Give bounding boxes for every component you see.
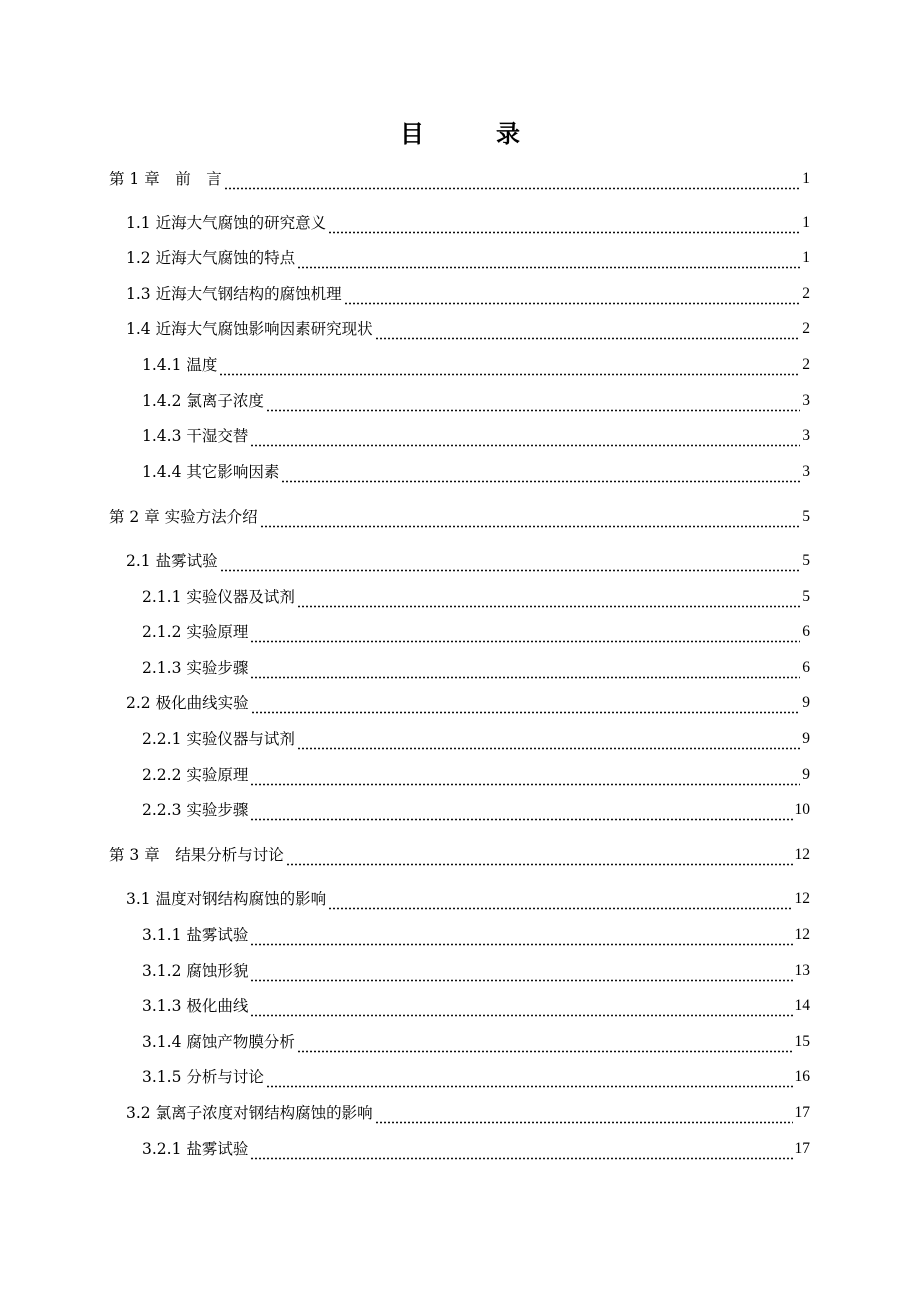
toc-entry-page: 17 <box>794 1104 810 1121</box>
toc-entry-page: 17 <box>794 1140 810 1157</box>
toc-entry-chapter-1[interactable] <box>109 166 810 190</box>
toc-entry-page: 1 <box>802 249 810 266</box>
toc-entry-page: 5 <box>802 588 810 605</box>
dot-leader <box>250 804 792 821</box>
dot-leader <box>375 1107 793 1124</box>
toc-entry-1-4-1[interactable] <box>142 352 810 376</box>
toc-entry-label: 1.2 近海大气腐蚀的特点 <box>126 249 296 267</box>
toc-entry-page: 1 <box>802 170 810 187</box>
toc-entry-label: 2.2.2 实验原理 <box>142 766 249 784</box>
toc-entry-label: 1.4.2 氯离子浓度 <box>142 392 264 410</box>
toc-entry-page: 2 <box>802 320 810 337</box>
dot-leader <box>250 1000 792 1017</box>
toc-entry-page: 9 <box>802 694 810 711</box>
toc-entry-page: 10 <box>794 801 810 818</box>
dot-leader <box>250 769 800 786</box>
toc-entry-label: 1.3 近海大气钢结构的腐蚀机理 <box>126 285 342 303</box>
toc-entry-3-1-4[interactable] <box>142 1029 810 1053</box>
toc-entry-1-4-4[interactable] <box>142 459 810 483</box>
toc-entry-2-1-1[interactable] <box>142 584 810 608</box>
toc-entry-label: 1.1 近海大气腐蚀的研究意义 <box>126 214 327 232</box>
page-title: 目 录 <box>400 120 544 148</box>
toc-entry-page: 5 <box>802 552 810 569</box>
toc-entry-page: 3 <box>802 463 810 480</box>
toc-entry-label: 第 1 章 前 言 <box>109 170 222 188</box>
toc-entry-2-2-3[interactable] <box>142 797 810 821</box>
toc-entry-page: 9 <box>802 766 810 783</box>
toc-entry-3-2[interactable] <box>126 1100 810 1124</box>
dot-leader <box>328 217 800 234</box>
toc-entry-label: 2.2.3 实验步骤 <box>142 801 249 819</box>
toc-entry-page: 1 <box>802 214 810 231</box>
toc-entry-2-1-2[interactable] <box>142 619 810 643</box>
dot-leader <box>250 662 800 679</box>
dot-leader <box>375 323 801 340</box>
toc-entry-page: 9 <box>802 730 810 747</box>
toc-entry-label: 2.1.3 实验步骤 <box>142 659 249 677</box>
toc-entry-page: 16 <box>794 1068 810 1085</box>
toc-entry-2-2-1[interactable] <box>142 726 810 750</box>
toc-entry-label: 1.4.3 干湿交替 <box>142 427 249 445</box>
toc-entry-label: 2.1.1 实验仪器及试剂 <box>142 588 295 606</box>
toc-entry-page: 15 <box>794 1033 810 1050</box>
toc-entry-label: 3.1.5 分析与讨论 <box>142 1068 264 1086</box>
toc-entry-label: 1.4 近海大气腐蚀影响因素研究现状 <box>126 320 373 338</box>
toc-entry-label: 3.2.1 盐雾试验 <box>142 1140 249 1158</box>
toc-entry-page: 2 <box>802 285 810 302</box>
toc-entry-2-2[interactable] <box>126 690 810 714</box>
toc-entry-label: 第 2 章 实验方法介绍 <box>109 508 258 526</box>
dot-leader <box>251 697 801 714</box>
toc-entry-label: 1.4.4 其它影响因素 <box>142 463 280 481</box>
toc-entry-1-4[interactable] <box>126 316 810 340</box>
dot-leader <box>250 965 792 982</box>
dot-leader <box>220 555 801 572</box>
dot-leader <box>266 1071 793 1088</box>
dot-leader <box>297 591 800 608</box>
toc-entry-label: 2.1.2 实验原理 <box>142 623 249 641</box>
toc-entry-label: 2.2.1 实验仪器与试剂 <box>142 730 295 748</box>
dot-leader <box>266 395 800 412</box>
dot-leader <box>297 252 800 269</box>
toc-entry-label: 3.1.2 腐蚀形貌 <box>142 962 249 980</box>
toc-entry-page: 3 <box>802 392 810 409</box>
dot-leader <box>250 430 800 447</box>
dot-leader <box>219 359 800 376</box>
toc-entry-label: 3.1 温度对钢结构腐蚀的影响 <box>126 890 327 908</box>
dot-leader <box>328 893 792 910</box>
toc-entry-page: 3 <box>802 427 810 444</box>
toc-entry-2-1-3[interactable] <box>142 655 810 679</box>
toc-entry-1-2[interactable] <box>126 245 810 269</box>
toc-entry-3-1-5[interactable] <box>142 1064 810 1088</box>
toc-entry-page: 6 <box>802 623 810 640</box>
toc-entry-label: 2.1 盐雾试验 <box>126 552 218 570</box>
toc-entry-3-1-1[interactable] <box>142 922 810 946</box>
toc-entry-page: 12 <box>794 890 810 907</box>
toc-entry-label: 3.2 氯离子浓度对钢结构腐蚀的影响 <box>126 1104 373 1122</box>
dot-leader <box>286 849 793 866</box>
dot-leader <box>281 466 800 483</box>
toc-entry-label: 第 3 章 结果分析与讨论 <box>109 846 284 864</box>
toc-entry-page: 6 <box>802 659 810 676</box>
toc-entry-2-2-2[interactable] <box>142 762 810 786</box>
toc-entry-label: 2.2 极化曲线实验 <box>126 694 249 712</box>
toc-entry-2-1[interactable] <box>126 548 810 572</box>
toc-entry-label: 3.1.3 极化曲线 <box>142 997 249 1015</box>
toc-entry-page: 12 <box>794 926 810 943</box>
dot-leader <box>297 1036 793 1053</box>
toc-entry-page: 2 <box>802 356 810 373</box>
toc-entry-1-4-2[interactable] <box>142 388 810 412</box>
toc-entry-page: 5 <box>802 508 810 525</box>
toc-entry-label: 3.1.1 盐雾试验 <box>142 926 249 944</box>
toc-entry-page: 13 <box>794 962 810 979</box>
toc-entry-3-1-2[interactable] <box>142 958 810 982</box>
toc-entry-3-1-3[interactable] <box>142 993 810 1017</box>
toc-entry-label: 3.1.4 腐蚀产物膜分析 <box>142 1033 295 1051</box>
toc-entry-page: 14 <box>794 997 810 1014</box>
dot-leader <box>344 288 801 305</box>
dot-leader <box>250 1143 792 1160</box>
toc-entry-1-4-3[interactable] <box>142 423 810 447</box>
toc-entry-3-2-1[interactable] <box>142 1136 810 1160</box>
toc-entry-3-1[interactable] <box>126 886 810 910</box>
dot-leader <box>224 173 801 190</box>
toc-entry-label: 1.4.1 温度 <box>142 356 218 374</box>
toc-entry-chapter-3[interactable] <box>109 842 810 866</box>
toc-entry-1-3[interactable] <box>126 281 810 305</box>
toc-entry-1-1[interactable] <box>126 210 810 234</box>
toc-entry-chapter-2[interactable] <box>109 504 810 528</box>
toc-entry-page: 12 <box>794 846 810 863</box>
dot-leader <box>250 929 792 946</box>
dot-leader <box>260 511 801 528</box>
dot-leader <box>250 626 800 643</box>
dot-leader <box>297 733 800 750</box>
